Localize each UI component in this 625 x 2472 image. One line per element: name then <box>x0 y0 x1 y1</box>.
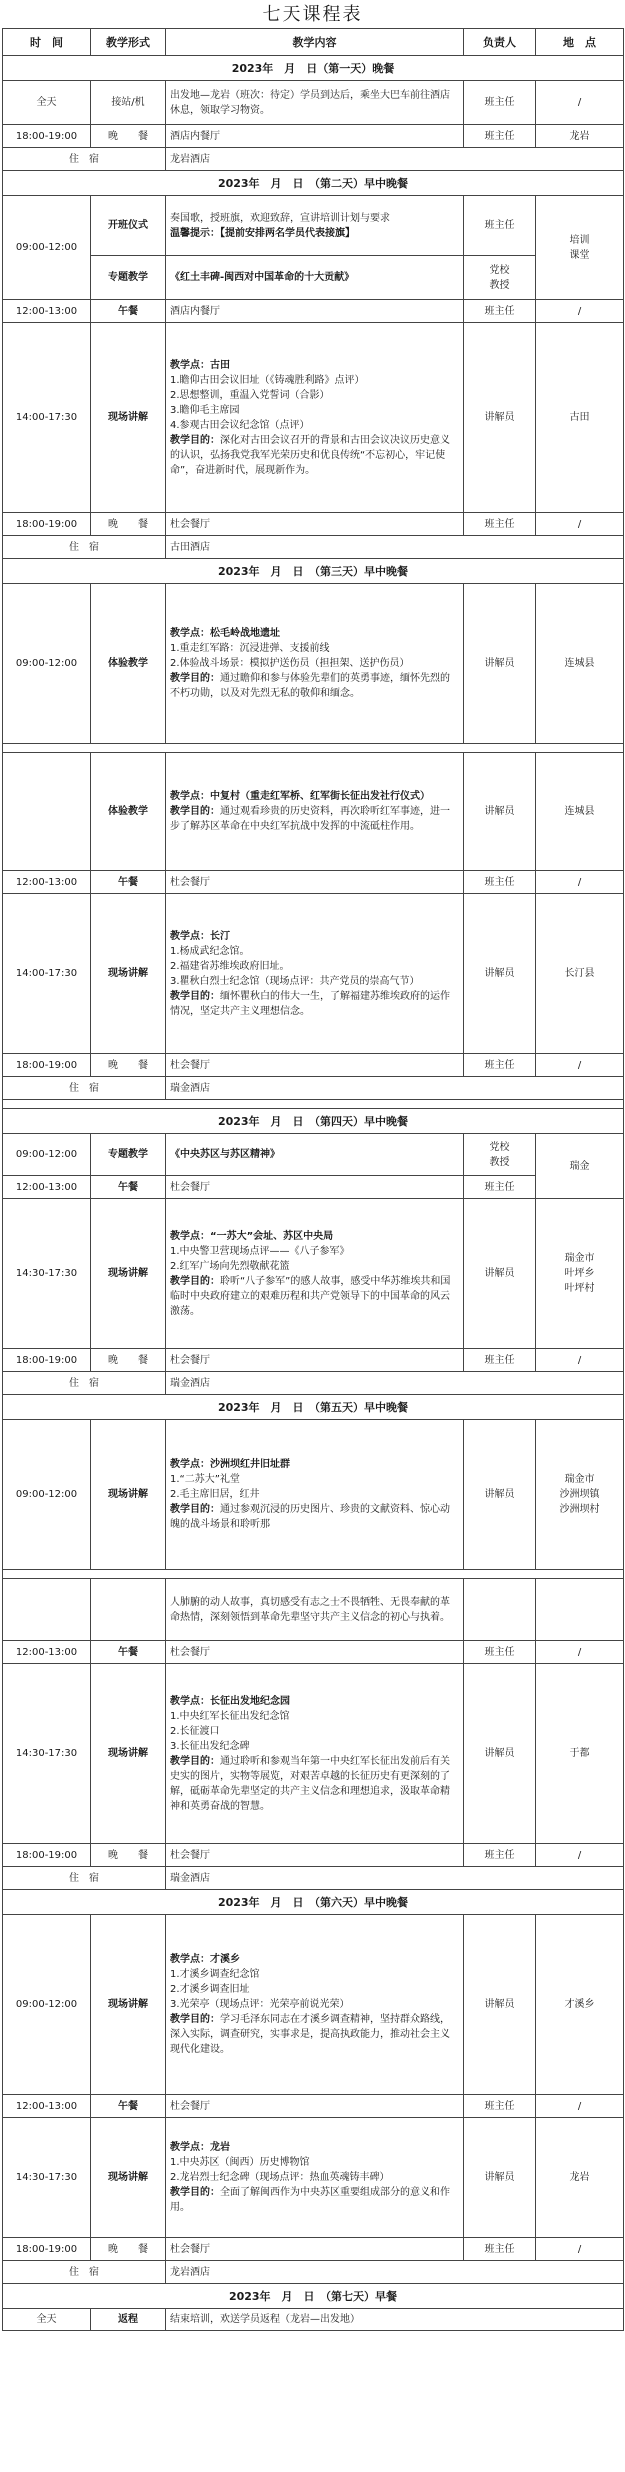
day-2-header: 2023年 月 日 （第二天）早中晚餐 <box>3 171 624 196</box>
day-6-header: 2023年 月 日 （第六天）早中晚餐 <box>3 1890 624 1915</box>
table-row: 12:00-13:00 午餐 杜会餐厅 班主任 <box>3 1176 624 1199</box>
header-time: 时 间 <box>3 29 91 56</box>
table-row: 09:00-12:00 现场讲解 教学点：才溪乡 1.才溪乡调查纪念馆 2.才溪乡调查旧址 3.光荣亭（现场点评：光荣亭前说光荣） 教学目的：学习毛泽东同志在才溪乡调查精神，坚持群众路线，深入实际，调查研究，实事求是，提高执政能力，推动社会主义现代化建设。 讲解员 才溪乡 <box>3 1915 624 2095</box>
day-1-header: 2023年 月 日（第一天）晚餐 <box>3 56 624 81</box>
table-row: 14:00-17:30 现场讲解 教学点：古田 1.瞻仰古田会议旧址（《铸魂胜利路》点评） 2.思想整训，重温入党誓词（合影） 3.瞻仰毛主席园 4.参观古田会议纪念馆（点评） 教学目的：深化对古田会议召开的背景和古田会议决议历史意义的认识，弘扬我党我军光荣历史和优良传统“不忘初心，牢记使命”，奋进新时代，展现新作为。 讲解员 古田 <box>3 323 624 513</box>
table-row: 14:30-17:30 现场讲解 教学点：长征出发地纪念园 1.中央红军长征出发纪念馆 2.长征渡口 3.长征出发纪念碑 教学目的：通过聆听和参观当年第一中央红军长征出发前后有关史实的图片，实物等展览，对艰苦卓越的长征历史有更深刻的了解，砥砺革命先辈坚定的共产主义信念和理想追求，汲取革命精神和英勇奋战的智慧。 讲解员 于都 <box>3 1664 624 1844</box>
schedule-table <box>2 28 624 2331</box>
table-row: 住 宿 龙岩酒店 <box>3 2261 624 2284</box>
table-row: 18:00-19:00 晚 餐 杜会餐厅 班主任 / <box>3 513 624 536</box>
header-place: 地 点 <box>536 29 624 56</box>
table-row: 12:00-13:00 午餐 酒店内餐厅 班主任 / <box>3 300 624 323</box>
table-row: 人肺腑的动人故事，真切感受有志之士不畏牺牲、无畏奉献的革命热情，深刻领悟到革命先辈坚守共产主义信念的初心与执着。 <box>3 1579 624 1641</box>
table-row: 体验教学 教学点：中复村（重走红军桥、红军街长征出发社行仪式） 教学目的：通过观看珍贵的历史资料，再次聆听红军事迹，进一步了解苏区革命在中央红军抗战中发挥的中流砥柱作用。 讲解员 连城县 <box>3 753 624 871</box>
table-row: 09:00-12:00 开班仪式 奏国歌，授班旗，欢迎致辞，宣讲培训计划与要求 温馨提示：【提前安排两名学员代表接旗】 班主任 培训 课堂 <box>3 196 624 256</box>
table-row: 住 宿 龙岩酒店 <box>3 148 624 171</box>
table-row: 12:00-13:00 午餐 杜会餐厅 班主任 / <box>3 1641 624 1664</box>
table-row: 14:30-17:30 现场讲解 教学点：“一苏大”会址、苏区中央局 1.中央警卫营现场点评——《八子参军》 2.红军广场向先烈敬献花篮 教学目的：聆听“八子参军”的感人故事，感受中华苏维埃共和国临时中央政府建立的艰难历程和共产党领导下的中国革命的风云激荡。 讲解员 瑞金市 叶坪乡 叶坪村 <box>3 1199 624 1349</box>
table-row: 全天 接站/机 出发地—龙岩（班次：待定）学员到达后，乘坐大巴车前往酒店休息，领取学习物资。 班主任 / <box>3 81 624 125</box>
table-row: 12:00-13:00 午餐 杜会餐厅 班主任 / <box>3 2095 624 2118</box>
table-row: 18:00-19:00 晚 餐 杜会餐厅 班主任 / <box>3 2238 624 2261</box>
table-row: 18:00-19:00 晚 餐 杜会餐厅 班主任 / <box>3 1844 624 1867</box>
header-owner: 负责人 <box>464 29 536 56</box>
table-row: 18:00-19:00 晚 餐 酒店内餐厅 班主任 龙岩 <box>3 125 624 148</box>
table-row: 住 宿 古田酒店 <box>3 536 624 559</box>
day-5-header: 2023年 月 日 （第五天）早中晚餐 <box>3 1395 624 1420</box>
table-header-row <box>3 29 624 56</box>
table-row: 住 宿 瑞金酒店 <box>3 1867 624 1890</box>
table-row: 12:00-13:00 午餐 杜会餐厅 班主任 / <box>3 871 624 894</box>
table-row: 专题教学 《红土丰碑-闽西对中国革命的十大贡献》 党校 教授 <box>3 256 624 300</box>
table-row: 住 宿 瑞金酒店 <box>3 1077 624 1100</box>
table-row: 14:30-17:30 现场讲解 教学点：龙岩 1.中央苏区（闽西）历史博物馆 2.龙岩烈士纪念碑（现场点评：热血英魂铸丰碑） 教学目的：全面了解闽西作为中央苏区重要组成部分的意义和作用。 讲解员 龙岩 <box>3 2118 624 2238</box>
day-4-header: 2023年 月 日 （第四天）早中晚餐 <box>3 1109 624 1134</box>
table-row: 18:00-19:00 晚 餐 杜会餐厅 班主任 / <box>3 1349 624 1372</box>
table-row: 住 宿 瑞金酒店 <box>3 1372 624 1395</box>
day-7-header: 2023年 月 日 （第七天）早餐 <box>3 2284 624 2309</box>
table-row: 09:00-12:00 体验教学 教学点：松毛岭战地遗址 1.重走红军路：沉浸进弹、支援前线 2.体验战斗场景：模拟护送伤员（担担架、送护伤员） 教学目的：通过瞻仰和参与体验先辈们的英勇事迹，缅怀先烈的不朽功勋，以及对先烈无私的敬仰和缅念。 讲解员 连城县 <box>3 584 624 744</box>
table-row: 全天 返程 结束培训，欢送学员返程（龙岩—出发地） <box>3 2309 624 2331</box>
table-row: 18:00-19:00 晚 餐 杜会餐厅 班主任 / <box>3 1054 624 1077</box>
page-title: 七天课程表 <box>262 4 363 25</box>
table-row: 09:00-12:00 专题教学 《中央苏区与苏区精神》 党校 教授 瑞金 <box>3 1134 624 1176</box>
table-row: 14:00-17:30 现场讲解 教学点：长汀 1.杨成武纪念馆。 2.福建省苏维埃政府旧址。 3.瞿秋白烈士纪念馆（现场点评：共产党员的崇高气节） 教学目的：缅怀瞿秋白的伟大一生，了解福建苏维埃政府的运作情况，坚定共产主义理想信念。 讲解员 长汀县 <box>3 894 624 1054</box>
day-3-header: 2023年 月 日 （第三天）早中晚餐 <box>3 559 624 584</box>
header-content: 教学内容 <box>166 29 464 56</box>
header-form: 教学形式 <box>91 29 166 56</box>
table-row: 09:00-12:00 现场讲解 教学点：沙洲坝红井旧址群 1.“二苏大”礼堂 2.毛主席旧居，红井 教学目的：通过参观沉浸的历史图片、珍贵的文献资料、惊心动魄的战斗场景和聆听那 讲解员 瑞金市 沙洲坝镇 沙洲坝村 <box>3 1420 624 1570</box>
